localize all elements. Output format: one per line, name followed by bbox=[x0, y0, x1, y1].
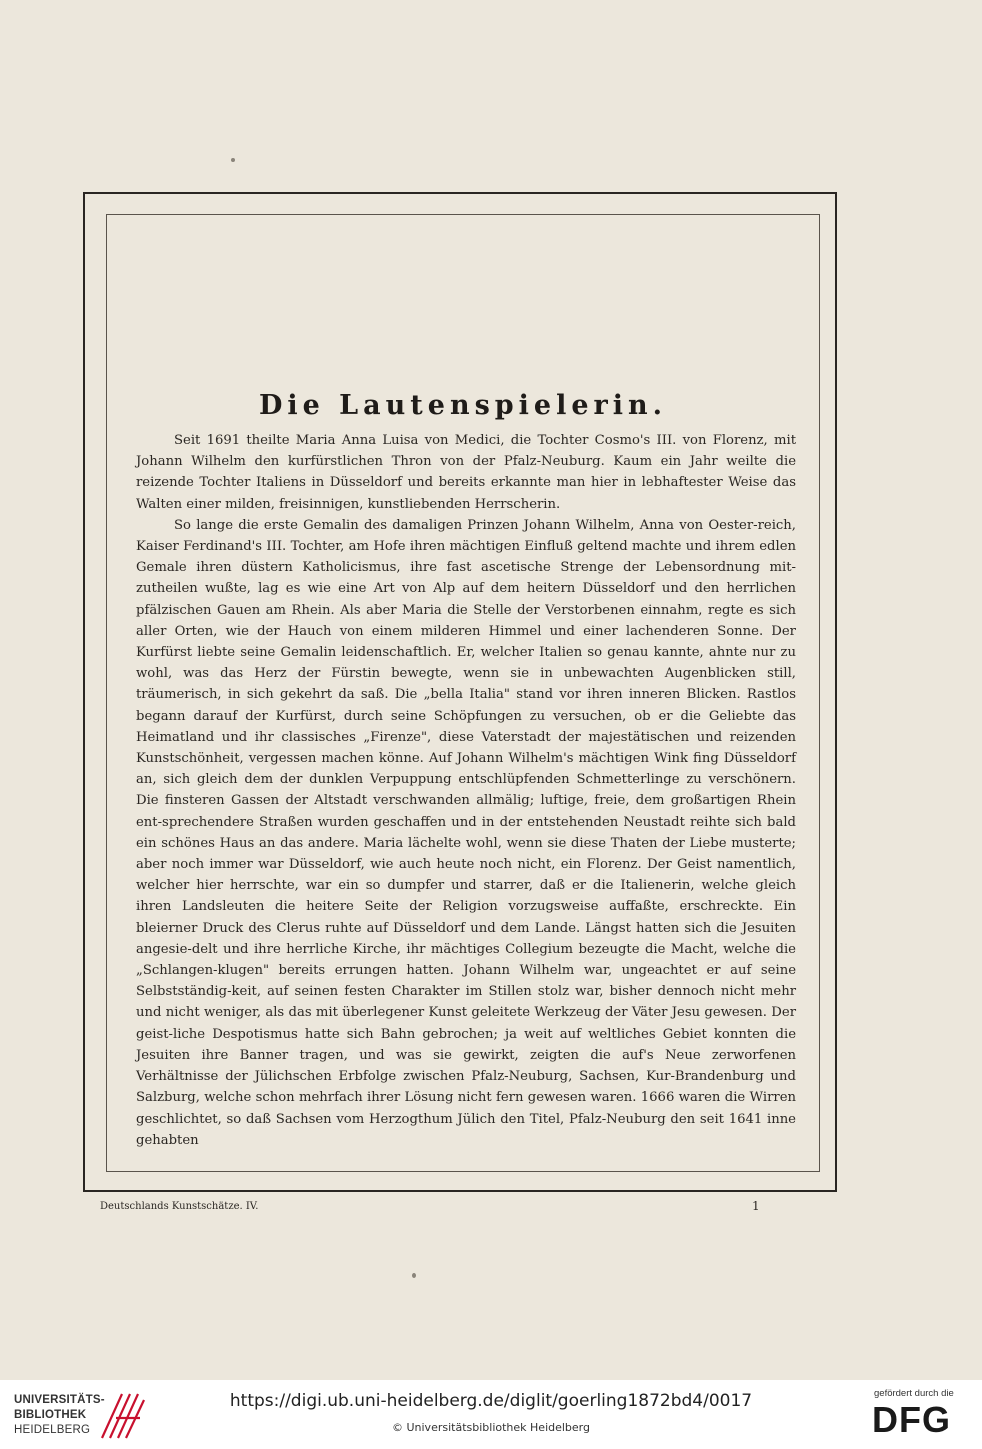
funding-note: gefördert durch die bbox=[874, 1388, 954, 1399]
permalink-url[interactable]: https://digi.ub.uni-heidelberg.de/diglit/goerling1872bd4/0017 bbox=[229, 1391, 753, 1411]
logo-line: UNIVERSITÄTS- bbox=[14, 1394, 105, 1406]
paper-speck bbox=[231, 158, 235, 162]
signature-mark: Deutschlands Kunstschätze. IV. bbox=[100, 1201, 259, 1212]
dfg-logo[interactable]: DFG bbox=[872, 1399, 951, 1440]
page-number: 1 bbox=[752, 1199, 760, 1213]
article-body bbox=[136, 430, 796, 1151]
university-library-logo[interactable] bbox=[14, 1390, 144, 1440]
paragraph: So lange die erste Gemalin des damaligen Prinzen Johann Wilhelm, Anna von Oester-reich, Kaiser Ferdinand's III. Tochter, am Hofe ihren mächtigen Einfluß geltend machte und ihrem edlen Gemale ihren düstern Katholicismus, ihre fast ascetische Strenge der Lebensordnung mit-zutheilen wußte, lag es wie eine Art von Alp auf dem heitern Düsseldorf und den herrlichen pfälzischen Gauen am Rhein. Als aber Maria die Stelle der Verstorbenen einnahm, regte es sich aller Orten, wie der Hauch von einem milderen Himmel und einer lachenderen Sonne. Der Kurfürst liebte seine Gemalin leidenschaftlich. Er, welcher Italien so genau kannte, ahnte nur zu wohl, was das Herz der Fürstin bewegte, wenn sie in unbewachten Augenblicken still, träumerisch, in sich gekehrt da saß. Die „bella Italia" stand vor ihren inneren Blicken. Rastlos begann darauf der Kurfürst, durch seine Schöpfungen zu versuchen, ob er die Geliebte das Heimatland und ihr classisches „Firenze", diese Vaterstadt der majestätischen und reizenden Kunstschönheit, vergessen machen könne. Auf Johann Wilhelm's mächtigen Wink fing Düsseldorf an, sich gleich dem der dunklen Verpuppung entschlüpfenden Schmetterlinge zu verschönern. Die finsteren Gassen der Altstadt verschwanden allmälig; luftige, freie, dem großartigen Rhein ent-sprechendere Straßen wurden geschaffen und in der entstehenden Neustadt reihte sich bald ein schönes Haus an das andere. Maria lächelte wohl, wenn sie diese Thaten der Liebe musterte; aber noch immer war Düsseldorf, wie auch heute noch nicht, ein Florenz. Der Geist namentlich, welcher hier herrschte, war ein so dumpfer und starrer, daß er die Italienerin, welche gleich ihren Landsleuten die heitere Seite der Religion vorzugsweise auffaßte, erschreckte. Ein bleierner Druck des Clerus ruhte auf Düsseldorf und dem Lande. Längst hatten sich die Jesuiten angesie-delt und ihre herrliche Kirche, ihr mächtiges Collegium bezeugte die Macht, welche die „Schlangen-klugen" bereits errungen hatten. Johann Wilhelm war, ungeachtet er auf seine Selbstständig-keit, auf seinen festen Charakter im Stillen stolz war, bisher dennoch nicht mehr und nicht weniger, als das mit überlegener Kunst geleitete Werkzeug der Väter Jesu gewesen. Der geist-liche Despotismus hatte sich Bahn gebrochen; ja weit auf weltliches Gebiet konnten die Jesuiten ihre Banner tragen, und was sie gewirkt, zeigten die auf's Neue zerworfenen Verhältnisse der Jülichschen Erbfolge zwischen Pfalz-Neuburg, Sachsen, Kur-Brandenburg und Salzburg, welche schon mehrfach ihrer Lösung nicht fern gewesen waren. 1666 waren die Wirren geschlichtet, so daß Sachsen vom Herzogthum Jülich den Titel, Pfalz-Neuburg den seit 1641 inne gehabten bbox=[136, 517, 796, 1148]
logo-line: BIBLIOTHEK bbox=[14, 1409, 87, 1421]
copyright-notice: © Universitätsbibliothek Heidelberg bbox=[391, 1421, 590, 1434]
article-title: Die Lautenspielerin. bbox=[258, 390, 668, 421]
paper-speck bbox=[412, 1273, 416, 1278]
logo-line: HEIDELBERG bbox=[14, 1424, 91, 1436]
library-emblem-icon bbox=[96, 1388, 148, 1442]
paragraph: Seit 1691 theilte Maria Anna Luisa von Medici, die Tochter Cosmo's III. von Florenz, mit Johann Wilhelm den kurfürstlichen Thron von der Pfalz-Neuburg. Kaum ein Jahr weilte die reizende Tochter Italiens in Düsseldorf und bereits erkannte man hier in lebhaftester Weise das Walten einer milden, freisinnigen, kunstliebenden Herrscherin. bbox=[136, 433, 796, 512]
